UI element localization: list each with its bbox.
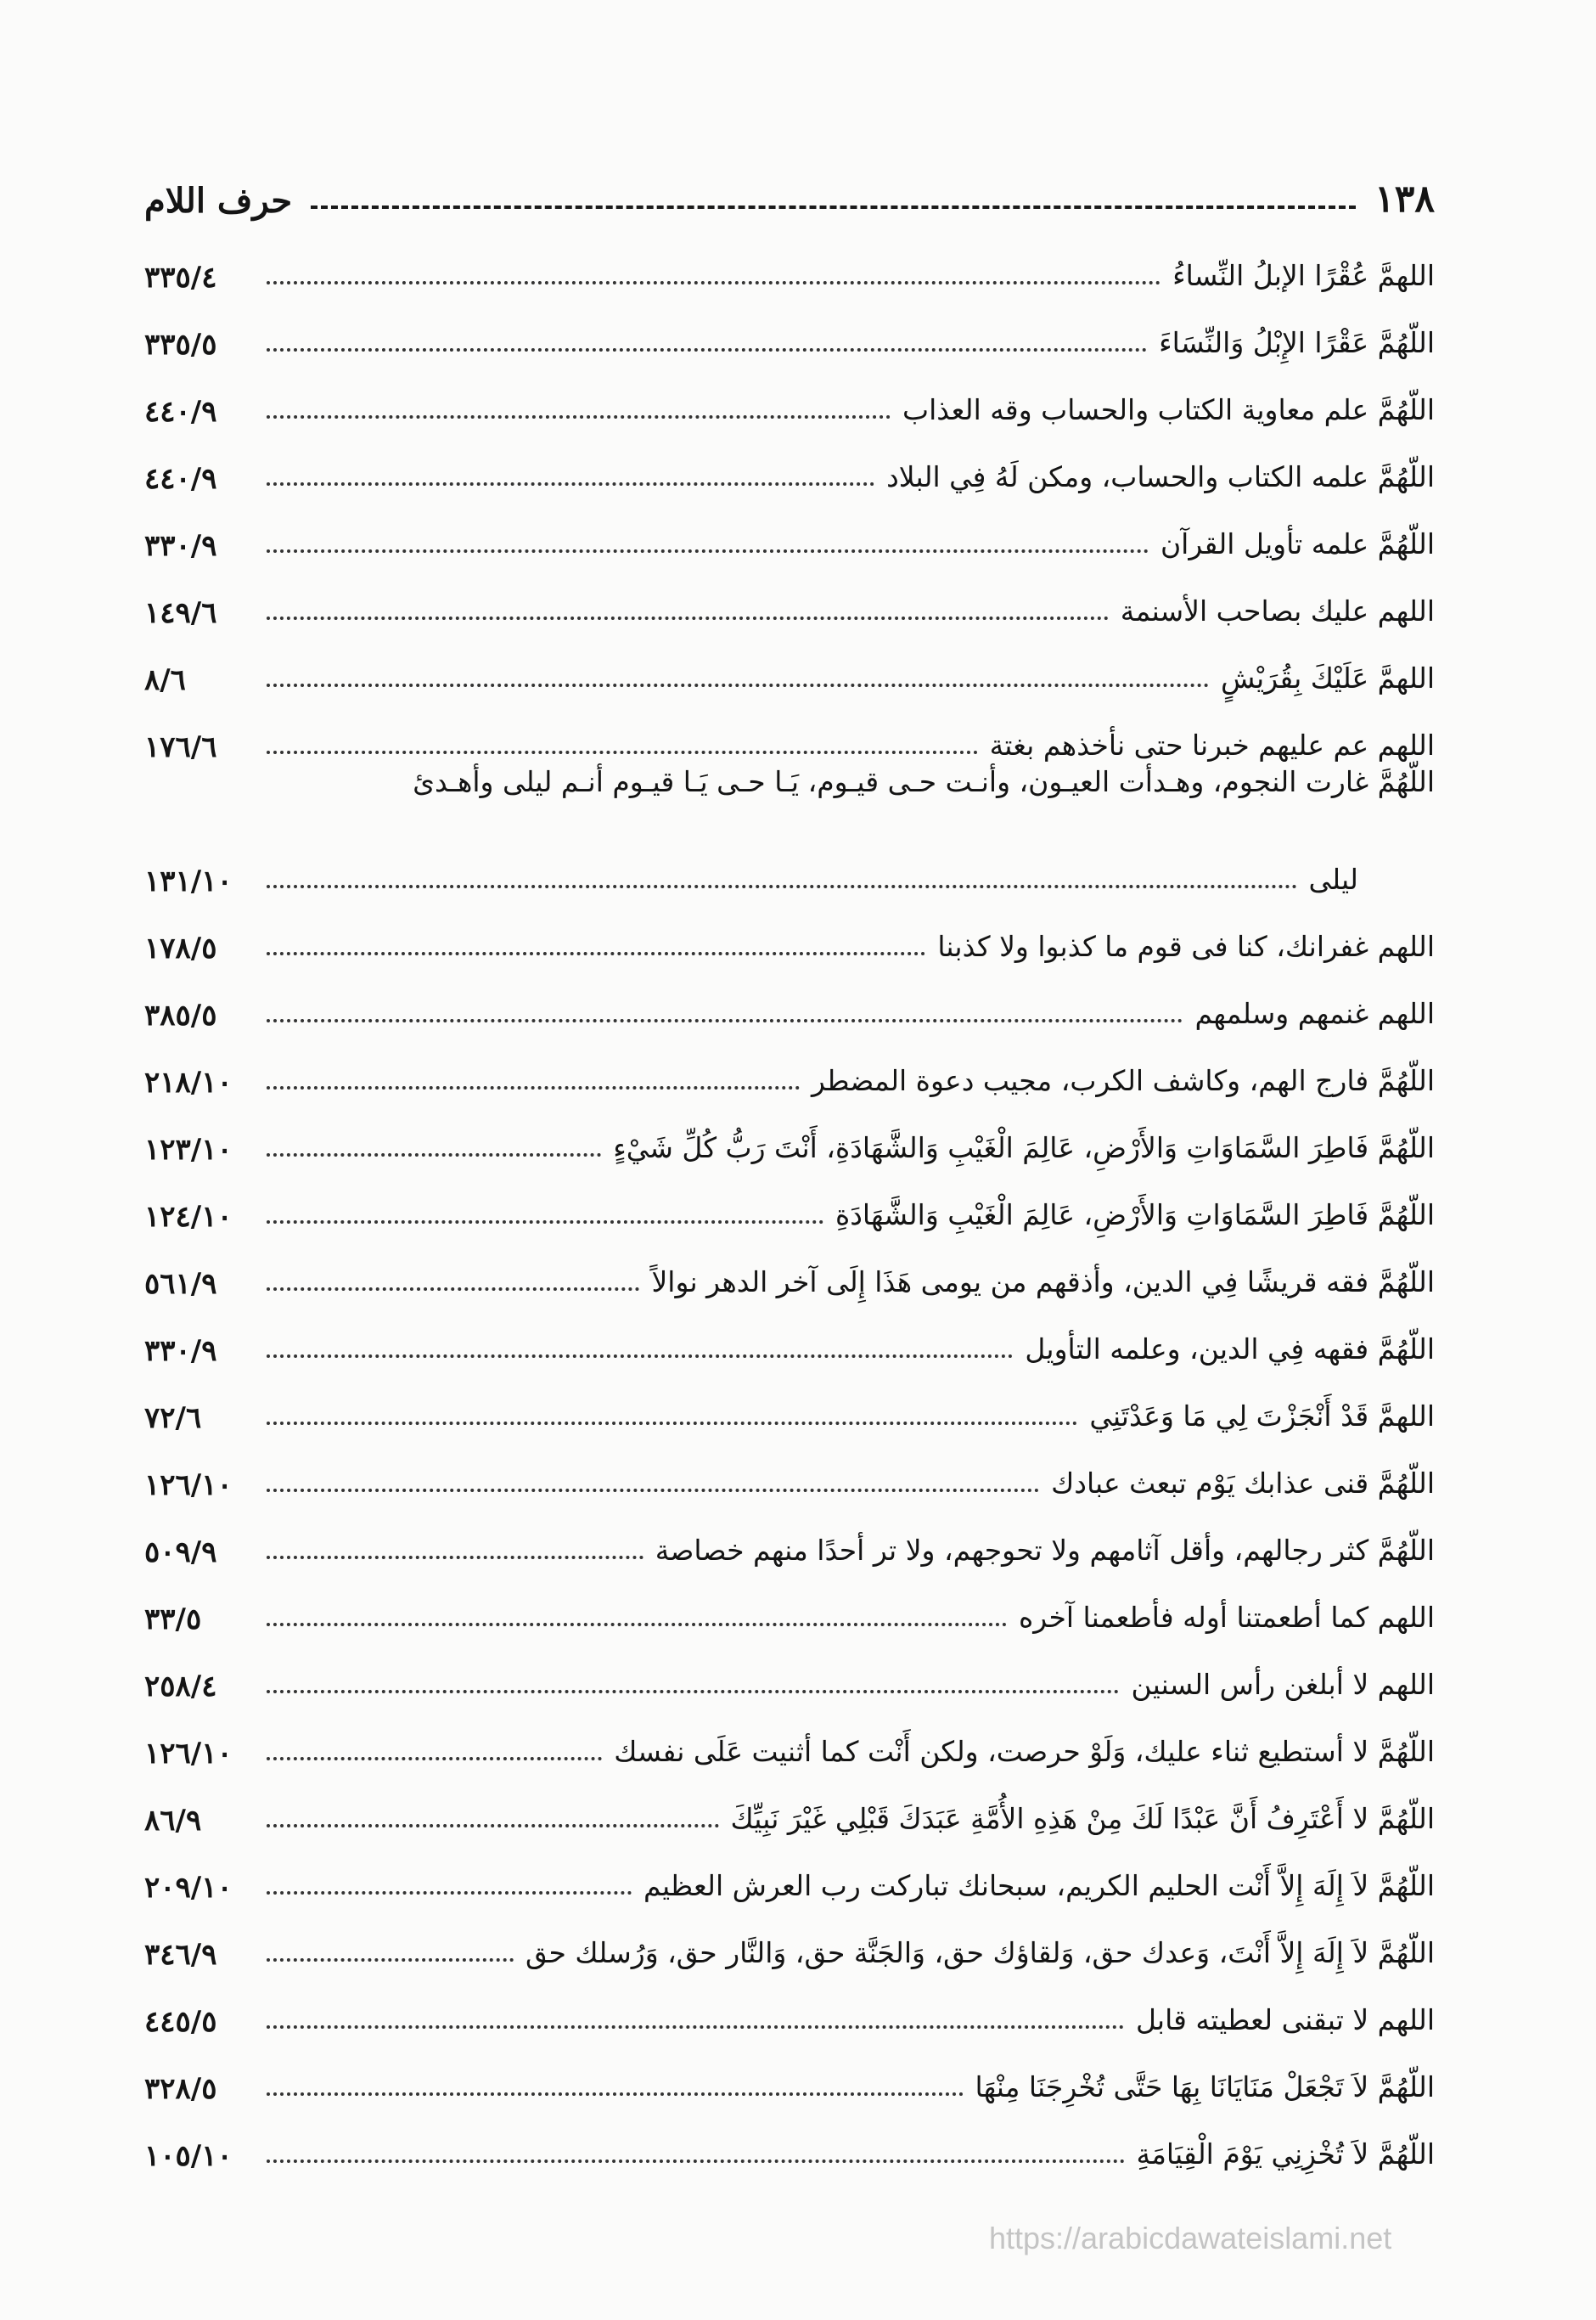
leader-dots (267, 348, 1147, 352)
leader-dots (267, 1153, 601, 1157)
leader-dots (267, 1287, 639, 1291)
section-title: حرف اللام (144, 181, 293, 221)
entry-text: اللهم غفرانك، كنا فى قوم ما كذبوا ولا كذبنا (937, 930, 1435, 964)
page-header (144, 161, 1435, 221)
entry-reference: ٣٤٦/٩ (144, 1938, 217, 1972)
index-entry (144, 1905, 1435, 1972)
book-page (144, 161, 1435, 2182)
entry-text-line2 (144, 862, 1435, 898)
index-entry (144, 1368, 1435, 1435)
entry-text: اللهمَّ عَلَيْكَ بِقُرَيْشٍ (1220, 662, 1435, 695)
index-entry (144, 1167, 1435, 1234)
entry-reference: ١٢٤/١٠ (144, 1200, 233, 1234)
entry-reference: ٥٦١/٩ (144, 1267, 217, 1301)
leader-dots (267, 281, 1160, 284)
index-entry (144, 362, 1435, 429)
entry-reference: ٣٣٠/٩ (144, 1334, 217, 1368)
leader-dots (267, 549, 1149, 553)
entry-reference: ٣٨٥/٥ (144, 999, 217, 1033)
entry-text: اللّهُمَّ علمه الكتاب والحساب، ومكن لَهُ فِي البلاد (886, 460, 1435, 494)
entry-text: اللّهُمَّ قنى عذابك يَوْم تبعث عبادك (1051, 1467, 1435, 1501)
entry-text: اللّهُمَّ لاَ إِلَهَ إِلاَّ أَنْت الحليم الكريم، سبحانك تباركت رب العرش العظيم (643, 1869, 1435, 1903)
entry-reference: ٤٤٠/٩ (144, 395, 217, 429)
header-divider (311, 206, 1356, 209)
leader-dots (267, 617, 1109, 620)
entry-reference: ٣٣٠/٩ (144, 529, 217, 563)
entry-reference: ٤٤٥/٥ (144, 2005, 217, 2039)
entry-text: اللّهُمَّ لاَ إِلَهَ إِلاَّ أَنْتَ، وَعدك حق، وَلقاؤك حق، وَالجَنَّة حق، وَالنَّار حق، وَرُسلك حق (525, 1936, 1435, 1970)
index-entry (144, 1234, 1435, 1301)
entry-text: اللهم عم عليهم خبرنا حتى نأخذهم بغتة (989, 729, 1435, 763)
index-entry (144, 1435, 1435, 1502)
entry-text: اللهم لا أبلغن رأس السنين (1131, 1668, 1435, 1702)
index-entry (144, 1838, 1435, 1905)
entry-reference: ٢١٨/١٠ (144, 1066, 233, 1100)
index-entry (144, 1972, 1435, 2039)
index-entry (144, 2106, 1435, 2173)
leader-dots (267, 952, 925, 955)
entry-reference: ٨٦/٩ (144, 1804, 202, 1838)
leader-dots (267, 1623, 1007, 1626)
entry-reference: ١٢٦/١٠ (144, 1737, 233, 1771)
entry-text: اللّهُمَّ لاَ تُخْزِنِي يَوْمَ الْقِيَامَةِ (1136, 2137, 1435, 2171)
entry-reference: ٣٣٥/٥ (144, 328, 217, 362)
entry-reference: ١٧٨/٥ (144, 932, 217, 966)
entry-text: اللهم غنمهم وسلمهم (1194, 997, 1435, 1031)
leader-dots (267, 415, 891, 419)
index-entry (144, 1569, 1435, 1636)
leader-dots (267, 1690, 1119, 1693)
index-entry (144, 630, 1435, 697)
index-entry (144, 228, 1435, 295)
leader-dots (267, 1489, 1039, 1492)
entry-text: اللّهُمَّ لاَ تَجْعَلْ مَنَايَانَا بِهَا حَتَّى تُخْرِجَنَا مِنْهَا (975, 2070, 1435, 2104)
entry-reference: ٣٣٥/٤ (144, 261, 217, 295)
entry-text: اللّهُمَّ لا أستطيع ثناء عليك، وَلَوْ حرصت، ولكن أَنْت كما أثنيت عَلَى نفسك (614, 1735, 1435, 1769)
index-entry (144, 1033, 1435, 1100)
entry-text: اللهمَّ عُقْرًا الإبلُ النِّساءُ (1172, 259, 1435, 293)
entry-reference: ٣٣/٥ (144, 1602, 202, 1636)
leader-dots (267, 684, 1209, 687)
entry-text: اللّهُمَّ فقه قريشًا فِي الدين، وأذقهم من يومى هَذَا إِلَى آخر الدهر نوالاً (651, 1265, 1435, 1299)
index-entry (144, 898, 1435, 966)
entry-reference: ١٢٣/١٠ (144, 1133, 233, 1167)
leader-dots (267, 2092, 964, 2096)
leader-dots (267, 1019, 1183, 1022)
index-entry (144, 697, 1435, 764)
index-entry (144, 1100, 1435, 1167)
leader-dots (267, 885, 1297, 888)
index-entry (144, 429, 1435, 496)
index-entry (144, 295, 1435, 362)
leader-dots (267, 1422, 1077, 1425)
entry-text: اللّهُمَّ فارج الهم، وكاشف الكرب، مجيب دعوة المضطر (811, 1064, 1435, 1098)
entry-text: اللّهُمَّ علمه تأويل القرآن (1160, 527, 1435, 561)
leader-dots (267, 2160, 1125, 2163)
leader-dots (267, 1891, 632, 1895)
leader-dots (267, 1354, 1013, 1358)
entry-text: اللّهُمَّ كثر رجالهم، وأقل آثامهم ولا تحوجهم، ولا تر أحدًا منهم خصاصة (655, 1534, 1435, 1568)
index-entry (144, 1703, 1435, 1771)
entry-reference: ٧٢/٦ (144, 1401, 202, 1435)
entry-reference: ٥٠٩/٩ (144, 1535, 217, 1569)
entry-reference: ٢٠٩/١٠ (144, 1871, 233, 1905)
entry-reference: ١٧٦/٦ (144, 730, 217, 764)
leader-dots (267, 1824, 719, 1827)
leader-dots (267, 1757, 602, 1760)
entry-text: اللّهُمَّ فَاطِرَ السَّمَاوَاتِ وَالأَرْضِ، عَالِمَ الْغَيْبِ وَالشَّهَادَةِ، أَنْتَ رَبُّ كُلِّ شَيْءٍ (613, 1131, 1435, 1165)
leader-dots (267, 482, 874, 486)
entry-reference: ٢٥٨/٤ (144, 1670, 217, 1703)
entry-reference: ١٠٥/١٠ (144, 2139, 233, 2173)
leader-dots (267, 1958, 514, 1962)
entry-reference: ١٤٩/٦ (144, 596, 217, 630)
entry-text: اللّهُمَّ لا أَعْتَرِفُ أَنَّ عَبْدًا لَكَ مِنْ هَذِهِ الأُمَّةِ عَبَدَكَ قَبْلِي غَيْرَ نَبِيِّكَ (730, 1802, 1435, 1836)
entry-text-line1: اللّهُمَّ غارت النجوم، وهـدأت العيـون، وأنـت حـى قيـوم، يَـا حـى يَـا قيـوم أنـم ليلى وأهـدئ (413, 765, 1435, 798)
leader-dots (267, 2025, 1124, 2029)
index-entry (144, 1636, 1435, 1703)
entry-text: اللّهُمَّ فَاطِرَ السَّمَاوَاتِ وَالأَرْضِ، عَالِمَ الْغَيْبِ وَالشَّهَادَةِ (835, 1198, 1435, 1232)
entry-text: ليلى (1308, 863, 1358, 897)
index-entry (144, 1301, 1435, 1368)
leader-dots (267, 1086, 800, 1090)
watermark: https://arabicdawateislami.net (989, 2221, 1392, 2255)
entry-reference: ٣٢٨/٥ (144, 2072, 217, 2106)
page-number: ١٣٨ (1374, 177, 1435, 221)
entry-reference: ٨/٦ (144, 663, 186, 697)
entry-text: اللهم عليك بصاحب الأسنمة (1120, 594, 1435, 628)
entry-text: اللهمَّ قَدْ أَنْجَزْتَ لِي مَا وَعَدْتَنِي (1089, 1399, 1435, 1433)
entry-text: اللهم لا تبقنى لعطيته قابل (1135, 2003, 1435, 2037)
leader-dots (267, 1556, 643, 1559)
index-entry (144, 2039, 1435, 2106)
index-entry (144, 563, 1435, 630)
entry-text: اللّهُمَّ علم معاوية الكتاب والحساب وقه العذاب (902, 393, 1435, 427)
index-entry (144, 496, 1435, 563)
entry-reference: ٤٤٠/٩ (144, 462, 217, 496)
entry-text: اللّهُمَّ فقهه فِي الدين، وعلمه التأويل (1025, 1332, 1435, 1366)
entry-text: اللهم كما أطعمتنا أوله فأطعمنا آخره (1018, 1601, 1435, 1635)
entry-text: اللّهُمَّ عَقْرًا الإِبْلُ وَالنِّسَاءَ (1159, 326, 1435, 360)
index-entry (144, 1502, 1435, 1569)
index-entry (144, 966, 1435, 1033)
index-entries (144, 228, 1435, 2173)
entry-reference: ١٣١/١٠ (144, 864, 233, 898)
index-entry (144, 1771, 1435, 1838)
leader-dots (267, 751, 978, 754)
index-entry (144, 764, 1435, 898)
leader-dots (267, 1220, 823, 1224)
entry-reference: ١٢٦/١٠ (144, 1468, 233, 1502)
